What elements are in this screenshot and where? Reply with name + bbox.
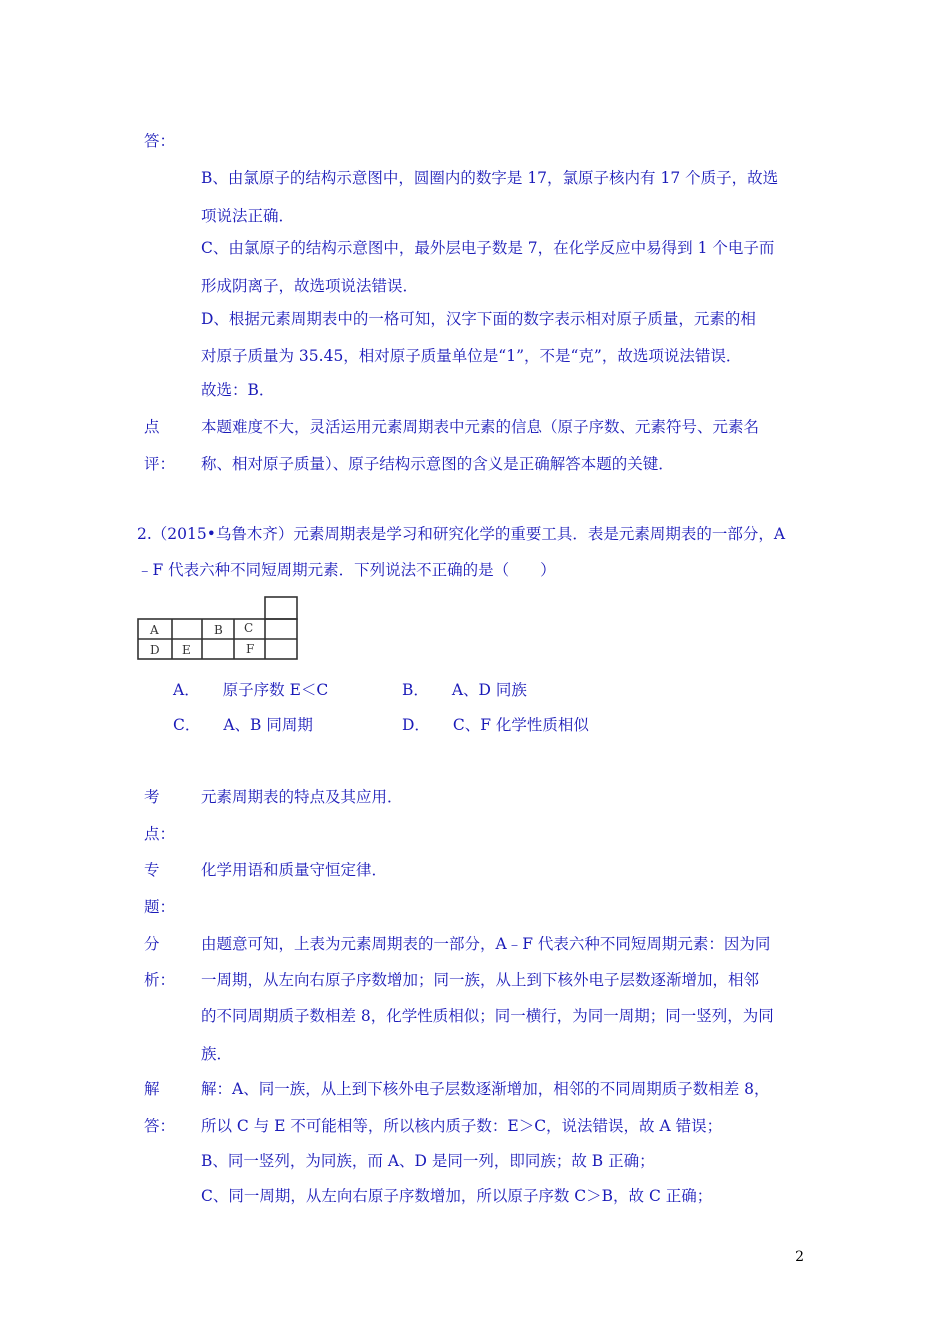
option-c[interactable] [173,713,313,735]
kaodian-label: 考 [144,788,160,806]
zhuanti-text: 化学用语和质量守恒定律． [201,861,388,879]
zhuanti-label: 题： [144,898,176,916]
option-text: C、F 化学性质相似 [452,716,589,734]
answer-line: B、由氯原子的结构示意图中，圆圈内的数字是 17，氯原子核内有 17 个质子，故选 [201,169,779,187]
option-b[interactable] [402,678,527,700]
option-letter: C． [173,716,201,734]
cell-f: F [246,642,255,656]
fenxi-line: 一周期，从左向右原子序数增加；同一族，从上到下核外电子层数逐渐增加，相邻 [201,971,760,989]
jieda-line: B、同一竖列，为同族，而 A、D 是同一列，即同族；故 B 正确； [201,1152,655,1170]
cell-c: C [244,621,254,635]
zhuanti-label: 专 [144,861,160,879]
option-d[interactable] [402,713,589,735]
jieda-label: 答： [144,1117,176,1135]
cell-e: E [182,643,191,657]
cell-b: B [214,623,223,637]
cell-d: D [150,643,160,657]
answer-label: 答： [144,132,176,150]
kaodian-text: 元素周期表的特点及其应用． [201,788,403,806]
option-text: A、D 同族 [451,681,527,699]
periodic-table-figure [137,596,302,662]
cell-a: A [150,623,159,637]
comment-line: 本题难度不大，灵活运用元素周期表中元素的信息（原子序数、元素符号、元素名 [201,418,760,436]
jieda-line: 解：A、同一族，从上到下核外电子层数逐渐增加，相邻的不同周期质子数相差 8， [201,1080,770,1098]
question-stem: 2.（2015•乌鲁木齐）元素周期表是学习和研究化学的重要工具．表是元素周期表的一部分，A [137,525,786,543]
jieda-line: 所以 C 与 E 不可能相等，所以核内质子数：E＞C，说法错误，故 A 错误； [201,1117,723,1135]
fenxi-label: 析： [144,971,176,989]
answer-line: 形成阴离子，故选项说法错误． [201,277,419,295]
periodic-table-svg [137,596,302,662]
jieda-line: C、同一周期，从左向右原子序数增加，所以原子序数 C＞B，故 C 正确； [201,1187,713,1205]
fenxi-label: 分 [144,935,160,953]
option-letter: A． [173,681,200,699]
fenxi-line: 的不同周期质子数相差 8，化学性质相似；同一横行，为同一周期；同一竖列，为同 [201,1007,774,1025]
comment-line: 称、相对原子质量）、原子结构示意图的含义是正确解答本题的关键． [201,455,674,473]
option-text: 原子序数 E＜C [222,681,329,699]
question-stem: ﹣F 代表六种不同短周期元素．下列说法不正确的是（ ） [137,561,556,579]
answer-line: 对原子质量为 35.45，相对原子质量单位是“1”，不是“克”，故选项说法错误． [201,347,742,365]
answer-line: 项说法正确． [201,207,295,225]
answer-line: D、根据元素周期表中的一格可知，汉字下面的数字表示相对原子质量，元素的相 [201,310,756,328]
option-letter: D． [402,716,430,734]
kaodian-label: 点： [144,825,176,843]
page-number: 2 [795,1249,804,1265]
fenxi-line: 由题意可知，上表为元素周期表的一部分，A﹣F 代表六种不同短周期元素：因为同 [201,935,771,953]
option-text: A、B 同周期 [223,716,313,734]
comment-label: 评： [144,455,176,473]
answer-line: 故选：B． [201,381,275,399]
option-letter: B． [402,681,429,699]
comment-label: 点 [144,418,160,436]
fenxi-line: 族． [201,1045,233,1063]
option-a[interactable] [173,678,328,700]
answer-line: C、由氯原子的结构示意图中，最外层电子数是 7，在化学反应中易得到 1 个电子而 [201,239,775,257]
jieda-label: 解 [144,1080,160,1098]
